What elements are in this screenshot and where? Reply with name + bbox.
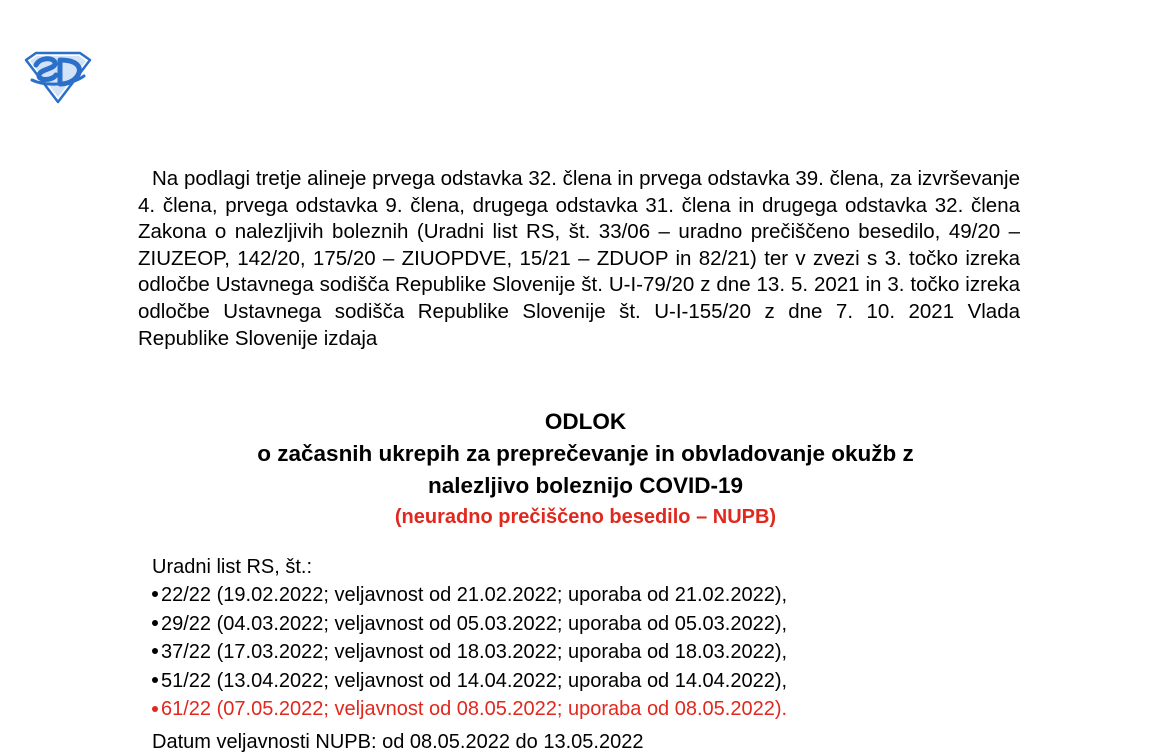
official-gazette-list (152, 553, 787, 724)
bullet-icon (152, 706, 158, 712)
government-emblem-icon (22, 50, 94, 104)
gazette-item: 37/22 (17.03.2022; veljavnost od 18.03.2022; uporaba od 18.03.2022), (152, 638, 787, 667)
gazette-items (152, 581, 787, 724)
document-heading: ODLOK (544, 409, 627, 434)
bullet-icon (152, 620, 158, 626)
bullet-icon (152, 648, 158, 654)
gazette-item-latest: 61/22 (07.05.2022; veljavnost od 08.05.2022; uporaba od 08.05.2022). (152, 695, 787, 724)
bullet-icon (152, 677, 158, 683)
document-subtitle-line2: nalezljivo boleznijo COVID-19 (427, 473, 744, 498)
unofficial-text-note: (neuradno prečiščeno besedilo – NUPB) (394, 506, 777, 528)
gazette-label: Uradni list RS, št.: (152, 556, 313, 578)
gazette-item: 22/22 (19.02.2022; veljavnost od 21.02.2022; uporaba od 21.02.2022), (152, 581, 787, 610)
gazette-item: 29/22 (04.03.2022; veljavnost od 05.03.2022; uporaba od 05.03.2022), (152, 610, 787, 639)
validity-date: Datum veljavnosti NUPB: od 08.05.2022 do 13.05.2022 (152, 731, 644, 753)
document-title-block (138, 405, 1033, 532)
gazette-item: 51/22 (13.04.2022; veljavnost od 14.04.2022; uporaba od 14.04.2022), (152, 667, 787, 696)
document-subtitle-line1: o začasnih ukrepih za preprečevanje in obvladovanje okužb z (257, 441, 914, 466)
intro-paragraph: Na podlagi tretje alineje prvega odstavka 32. člena in prvega odstavka 39. člena, za izvrševanje 4. člena, prvega odstavka 9. člena, drugega odstavka 31. člena in drugega odstavka 32. člena Zakona o nalezljivih boleznih (Uradni list RS, št. 33/06 – uradno prečiščeno besedilo, 49/20 – ZIUZEOP, 142/20, 175/20 – ZIUOPDVE, 15/21 – ZDUOP in 82/21) ter v zvezi s 3. točko izreka odločbe Ustavnega sodišča Republike Slovenije št. U-I-79/20 z dne 13. 5. 2021 in 3. točko izreka odločbe Ustavnega sodišča Republike Slovenije št. U-I-155/20 z dne 7. 10. 2021 Vlada Republike Slovenije izdaja (138, 167, 1020, 350)
bullet-icon (152, 591, 158, 597)
